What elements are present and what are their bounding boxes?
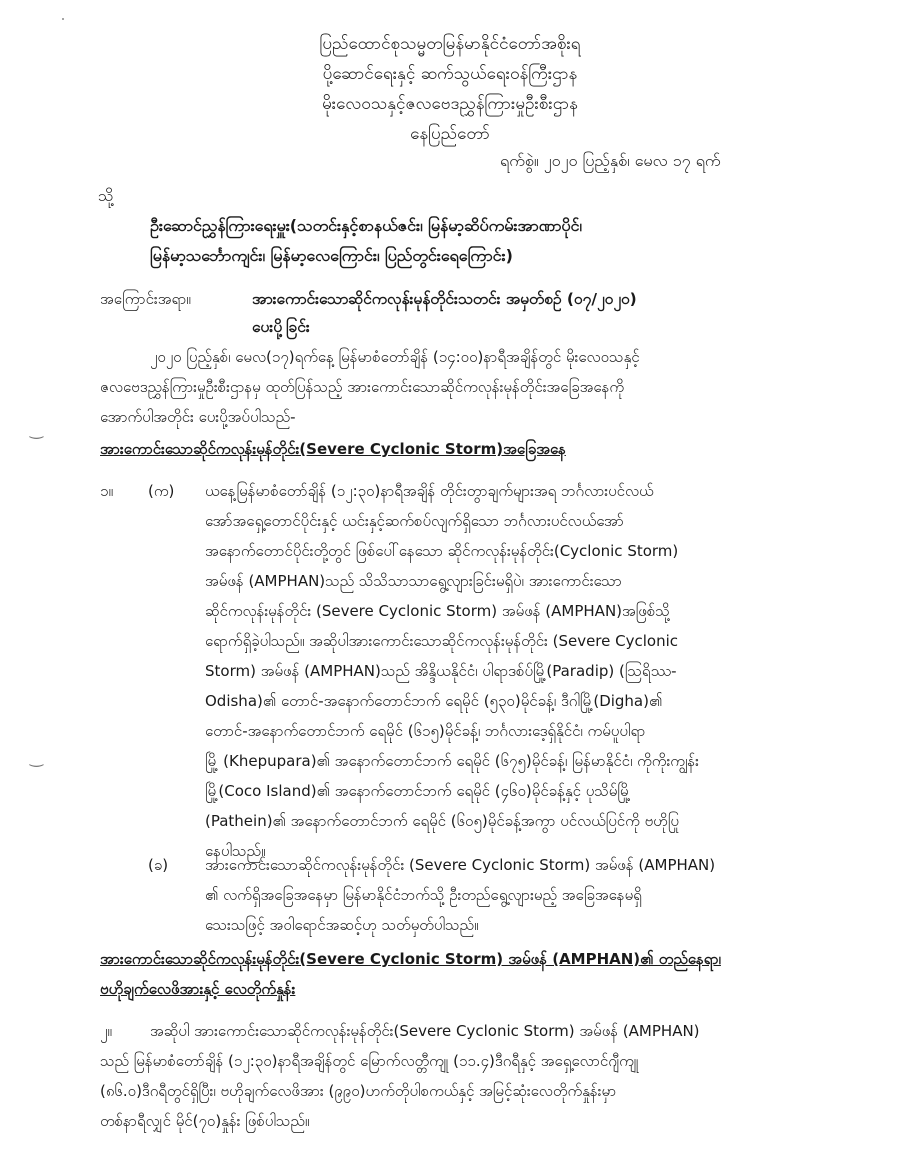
item-a-line: နေပါသည်။ [205, 842, 266, 860]
subject-line1: အားကောင်းသောဆိုင်ကလုန်းမုန်တိုင်းသတင်း အမှတ်စဉ် (၀၇/၂၀၂၀) [252, 290, 637, 308]
item-a-line: ယနေ့မြန်မာစံတော်ချိန် (၁၂:၃၀)နာရီအချိန် တိုင်းတွာချက်များအရ ဘင်္ဂလားပင်လယ် [205, 482, 654, 500]
section2-line: အဆိုပါ အားကောင်းသောဆိုင်ကလုန်းမုန်တိုင်း(Severe Cyclonic Storm) အမ်ဖန် (AMPHAN) [150, 1022, 700, 1040]
item-b-label: (ခ) [148, 856, 169, 874]
section2-heading-line1: အားကောင်းသောဆိုင်ကလုန်းမုန်တိုင်း(Severe Cyclonic Storm) အမ်ဖန် (AMPHAN)၏ တည်နေရာ၊ [100, 950, 721, 968]
intro-line: အောက်ပါအတိုင်း ပေးပို့အပ်ပါသည်- [100, 408, 296, 426]
item-a-label: (က) [148, 482, 175, 500]
item-a-line: အော်အရှေ့တောင်ပိုင်းနှင့် ယင်းနှင့်ဆက်စပ်လျက်ရှိသော ဘင်္ဂလားပင်လယ်အော် [205, 512, 624, 530]
subject-label: အကြောင်းအရာ။ [100, 290, 191, 308]
ministry-title-line1: ပြည်ထောင်စုသမ္မတမြန်မာနိုင်ငံတော်အစိုးရ [319, 34, 581, 54]
item-a-line: ရောက်ရှိခဲ့ပါသည်။ အဆိုပါအားကောင်းသောဆိုင်ကလုန်းမုန်တိုင်း (Severe Cyclonic [205, 632, 678, 650]
recipients-line1: ဦးဆောင်ညွှန်ကြားရေးမှူး(သတင်းနှင့်စာနယ်ဇင်း၊ မြန်မာ့ဆိပ်ကမ်းအာဏာပိုင်၊ [150, 216, 582, 235]
section2-number: ၂။ [100, 1022, 112, 1040]
section2-line: တစ်နာရီလျှင် မိုင်(၇၀)နှုန်း ဖြစ်ပါသည်။ [100, 1112, 310, 1130]
section2-line: (၈၆.၀)ဒီဂရီတွင်ရှိပြီး၊ ဗဟိုချက်လေဖိအား (၉၉၀)ဟက်တိုပါစကယ်နှင့် အမြင့်ဆုံးလေတိုက်နှုန်းမှာ [100, 1082, 617, 1100]
section1-heading: အားကောင်းသောဆိုင်ကလုန်းမုန်တိုင်း(Severe Cyclonic Storm)အခြေအနေ [100, 440, 566, 458]
to-label: သို့ [98, 186, 114, 205]
item-a-line: Odisha)၏ တောင်-အနောက်တောင်ဘက် ရေမိုင် (၅၃၀)မိုင်ခန့်၊ ဒီဂါမြို့(Digha)၏ [205, 692, 663, 710]
item-a-line: ဆိုင်ကလုန်းမုန်တိုင်း (Severe Cyclonic Storm) အမ်ဖန် (AMPHAN)အဖြစ်သို့ [205, 602, 670, 620]
subject-line2: ပေးပို့ခြင်း [252, 318, 310, 336]
scan-dot [62, 18, 64, 20]
item-a-line: မြို့ (Khepupara)၏ အနောက်တောင်ဘက် ရေမိုင် (၆၇၅)မိုင်ခန့်၊ မြန်မာနိုင်ငံ၊ ကိုကိုးကျွန်း [205, 752, 699, 770]
intro-line: ၂၀၂၀ ပြည့်နှစ်၊ မေလ(၁၇)ရက်နေ့ မြန်မာစံတော်ချိန် (၁၄:၀၀)နာရီအချိန်တွင် မိုးလေဝသနှင့် [150, 348, 640, 366]
item-a-line: (Pathein)၏ အနောက်တောင်ဘက် ရေမိုင် (၆၀၅)မိုင်ခန့်အကွာ ပင်လယ်ပြင်ကို ဗဟိုပြု [205, 812, 679, 830]
item-a-paragraph [205, 476, 805, 866]
item-a-line: တောင်-အနောက်တောင်ဘက် ရေမိုင် (၆၁၅)မိုင်ခန့်၊ ဘင်္ဂလားဒေ့ရှ်နိုင်ငံ၊ ကမ်ပူပါရာ [205, 722, 646, 740]
item-a-line: မြို့(Coco Island)၏ အနောက်တောင်ဘက် ရေမိုင် (၄၆၀)မိုင်ခန့်နှင့် ပုသိမ်မြို့ [205, 782, 631, 800]
ministry-title-line2: ပို့ဆောင်ရေးနှင့် ဆက်သွယ်ရေးဝန်ကြီးဌာန [322, 64, 578, 84]
item-a-line: Storm) အမ်ဖန် (AMPHAN)သည် အိန္ဒိယနိုင်ငံ၊ ပါရာဒစ်ပ်မြို့(Paradip) (ဩရိဿ- [205, 662, 677, 680]
item-b-paragraph [205, 850, 805, 940]
punch-hole-mark: ‿ [30, 420, 43, 439]
ministry-city: နေပြည်တော် [410, 124, 490, 144]
recipients-line2: မြန်မာ့သင်္ဘောကျင်း၊ မြန်မာ့လေကြောင်း၊ ပြည်တွင်းရေကြောင်း) [150, 246, 513, 265]
item-b-line: သေးသဖြင့် အဝါရောင်အဆင့်ဟု သတ်မှတ်ပါသည်။ [205, 916, 479, 934]
punch-hole-mark: ‿ [30, 748, 43, 767]
ministry-title-line3: မိုးလေဝသနှင့်ဇလဗေဒညွှန်ကြားမှုဦးစီးဌာန [322, 94, 578, 114]
item-a-line: အမ်ဖန် (AMPHAN)သည် သိသိသာသာရွေ့လျားခြင်းမရှိပဲ၊ အားကောင်းသော [205, 572, 622, 590]
item-a-line: အနောက်တောင်ပိုင်းတို့တွင် ဖြစ်ပေါ်နေသော ဆိုင်ကလုန်းမုန်တိုင်း(Cyclonic Storm) [205, 542, 679, 560]
section2-paragraph [100, 1016, 805, 1136]
item-b-line: ၏ လက်ရှိအခြေအနေမှာ မြန်မာနိုင်ငံဘက်သို့ ဦးတည်ရွေ့လျားမည့် အခြေအနေမရှိ [205, 886, 642, 904]
item-b-line: အားကောင်းသောဆိုင်ကလုန်းမုန်တိုင်း (Severe Cyclonic Storm) အမ်ဖန် (AMPHAN) [205, 856, 716, 874]
section1-number: ၁။ [100, 482, 113, 500]
section2-heading-line2: ဗဟိုချက်လေဖိအားနှင့် လေတိုက်နှုန်း [100, 980, 296, 998]
document-date: ရက်စွဲ။ ၂၀၂၀ ပြည့်နှစ်၊ မေလ ၁၇ ရက် [500, 151, 721, 170]
intro-line: ဇလဗေဒညွှန်ကြားမှုဦးစီးဌာနမှ ထုတ်ပြန်သည့် အားကောင်းသောဆိုင်ကလုန်းမုန်တိုင်းအခြေအနေကို [100, 378, 625, 396]
intro-paragraph [100, 342, 805, 432]
section2-line: သည် မြန်မာစံတော်ချိန် (၁၂:၃၀)နာရီအချိန်တွင် မြောက်လတ္တီကျု (၁၁.၄)ဒီဂရီနှင့် အရှေ့လောင်ဂျီကျု [100, 1052, 639, 1070]
